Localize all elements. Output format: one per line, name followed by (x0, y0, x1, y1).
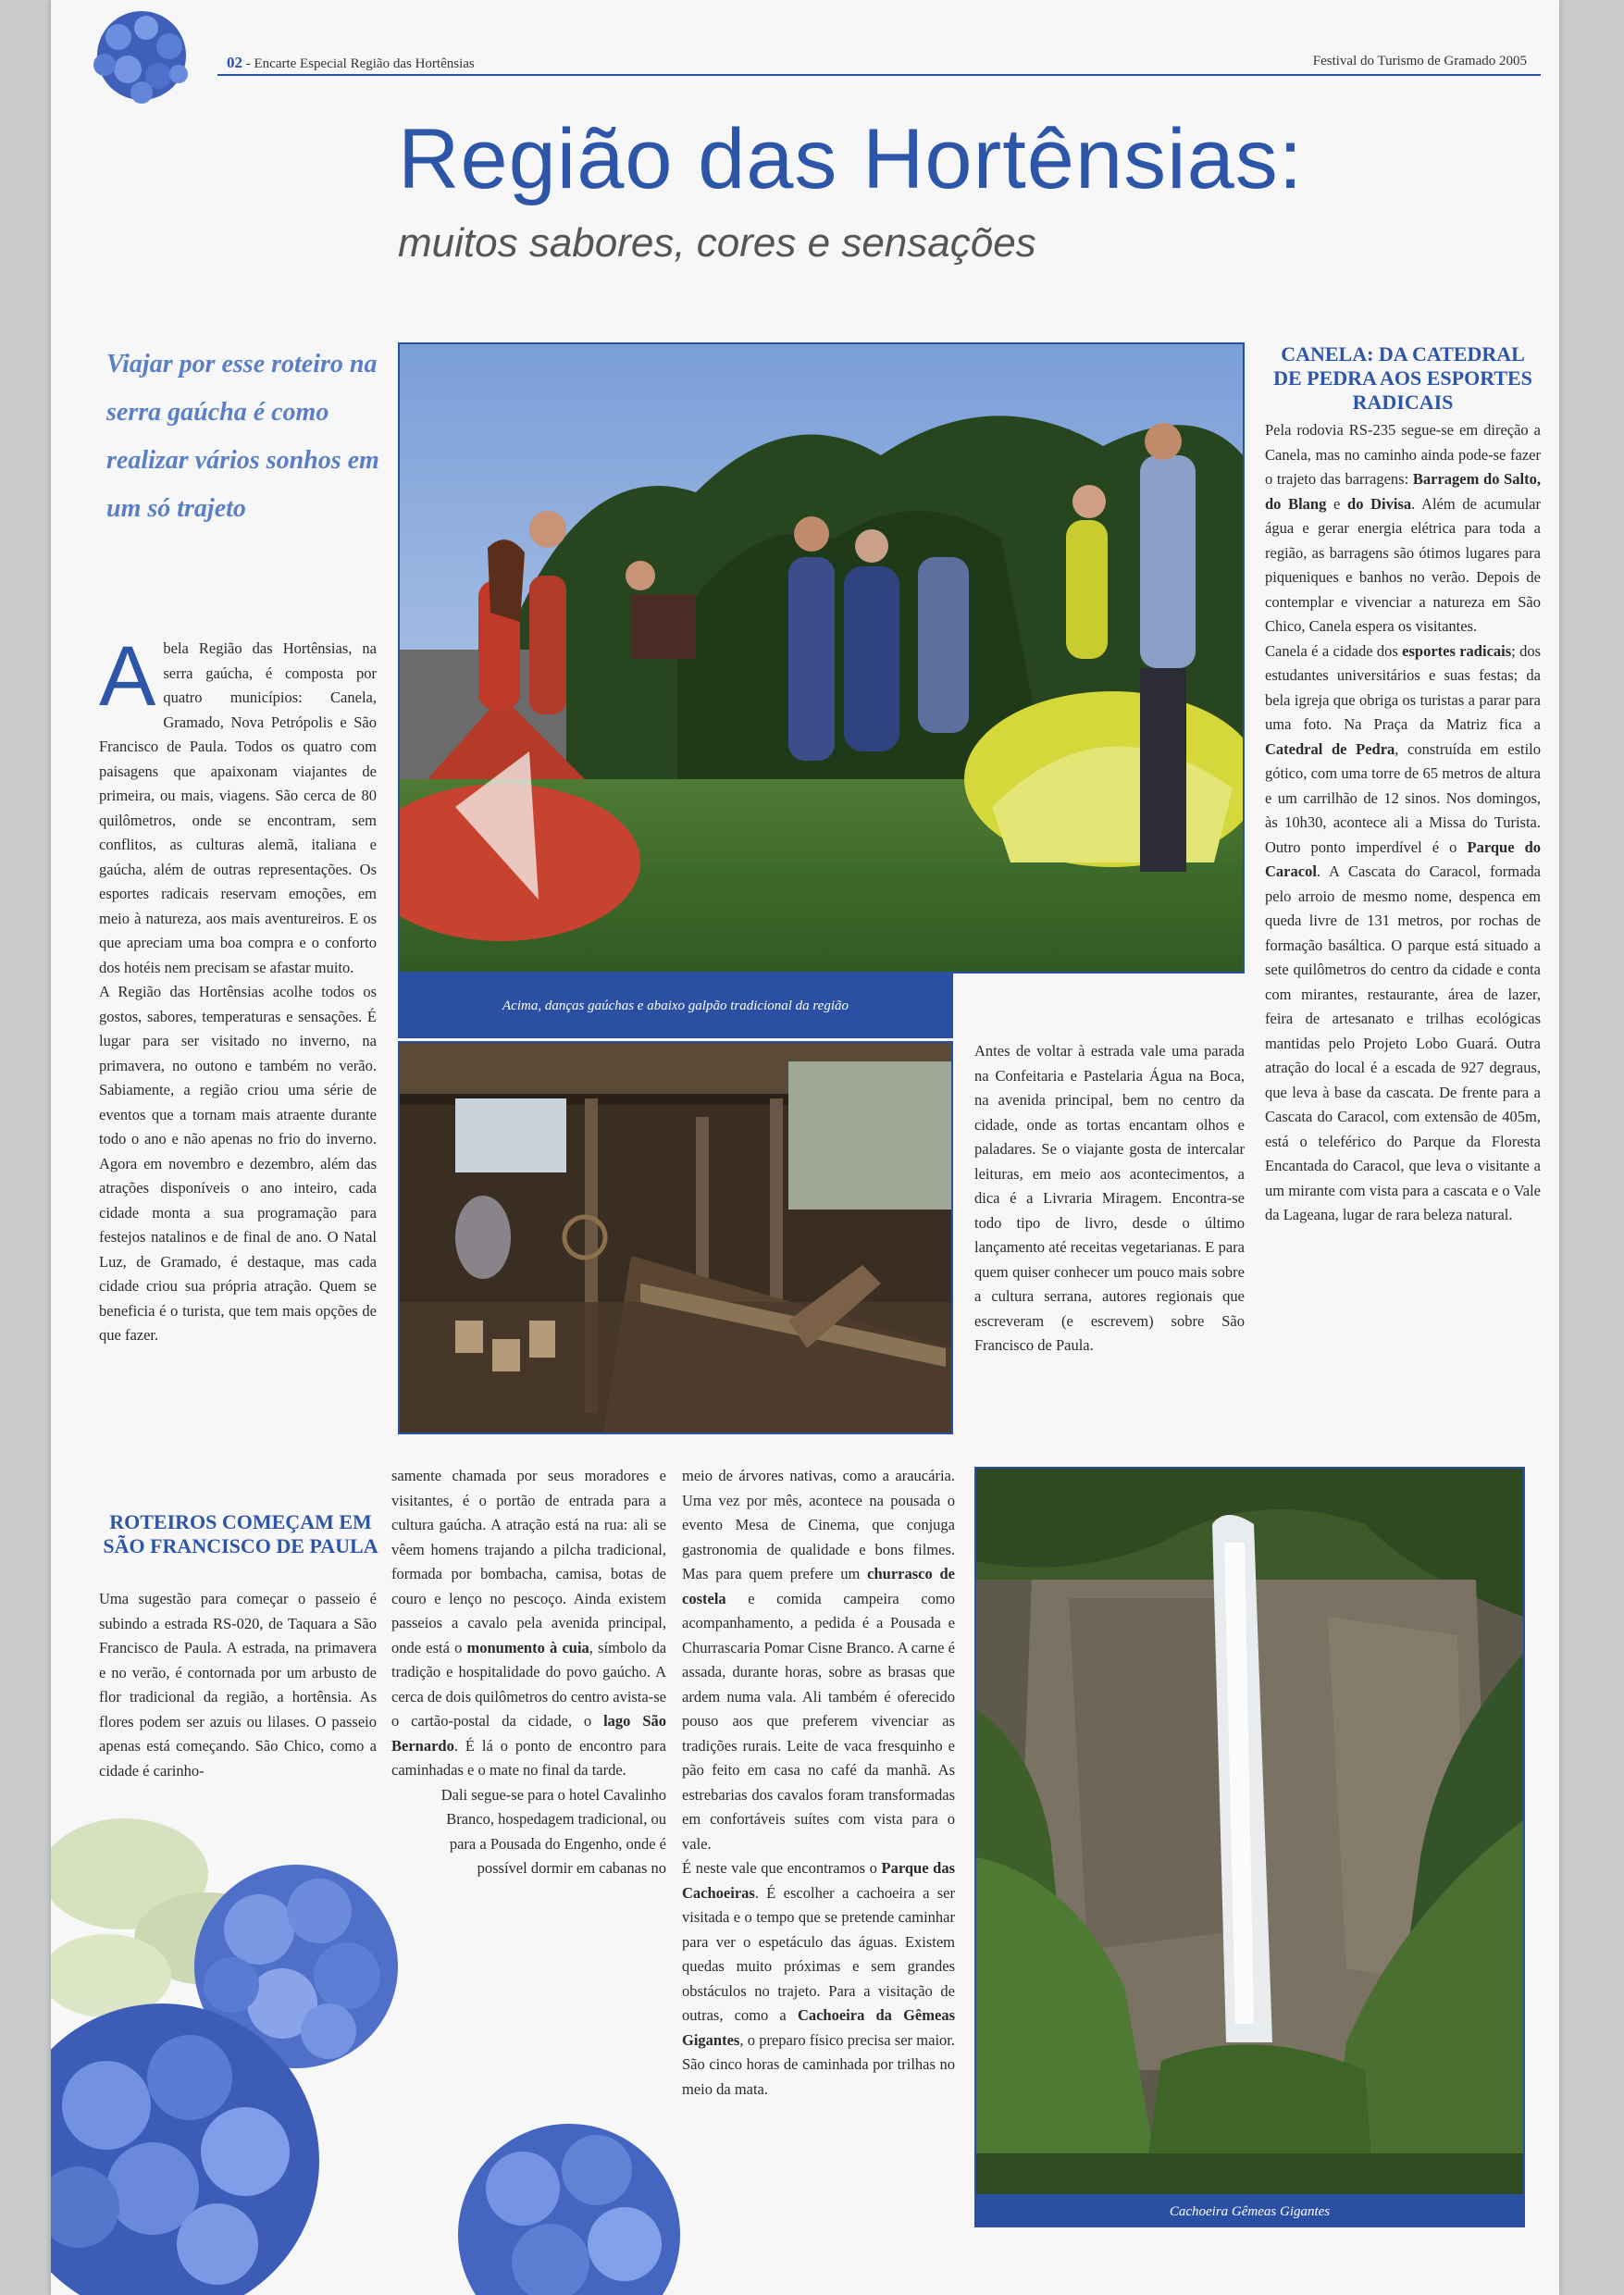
waterfall-photo (974, 1467, 1525, 2196)
dancers-photo (398, 342, 1245, 974)
cachoeira-gemeas-gigantes: Cachoeira da Gêmeas Gigantes (682, 2006, 955, 2049)
page-title: Região das Hortênsias: (398, 112, 1304, 206)
header-rule (217, 74, 1541, 76)
pullquote: Viajar por esse roteiro na serra gaúcha é como realizar vários sonhos em um só trajeto (106, 350, 379, 523)
col2-text: samente chamada por seus moradores e visitantes, é o portão de entrada para a cultura gaúcha. A atração está na rua: ali se vêem homens trajando a pilcha tradicional, formada por bombacha, camisa, botas de couro e lenço no pescoço. Ainda existem passeios a cavalo pela avenida principal, onde está o (391, 1467, 666, 1656)
barragem-do-divisa: do Divisa (1347, 494, 1412, 513)
header-left (227, 54, 475, 72)
intro-paragraph: bela Região das Hortênsias, na serra gaúcha, é composta por quatro municípios: Canela, Gramado, Nova Petrópolis e São Francisco de Paula. Todos os quatro com paisagens que apaixonam viajantes de primeira, ou mais, viagens. São cerca de 80 quilômetros, onde se encontram, sem conflitos, as culturas alemã, italiana e gaúcha, além de outras representações. Os esportes radicais reservam emoções, em meio à natureza, aos mais aventureiros. E os que apreciam uma boa compra e o conforto dos hotéis nem precisam se afastar muito. (99, 639, 377, 976)
photo-caption-top: Acima, danças gaúchas e abaixo galpão tradicional da região (398, 974, 953, 1038)
section-heading-canela: CANELA: DA CATEDRAL DE PEDRA AOS ESPORTES RADICAIS (1273, 342, 1532, 414)
page-number: 02 (227, 54, 242, 71)
section-sao-francisco-text (99, 1587, 377, 1783)
parque-das-cachoeiras: Parque das Cachoeiras (682, 1859, 955, 1902)
monumento-a-cuia: monumento à cuia (466, 1638, 589, 1656)
column-3 (682, 1464, 955, 2102)
canela-text: . Além de acumular água e gerar energia elétrica para toda a região, as barragens são ótimos lugares para piqueniques e banhos no verão. Depois de contemplar e vivenciar a natureza em São Chico, Canela espera os visitantes. (1265, 494, 1541, 635)
section-sao-francisco-paragraph: Uma sugestão para começar o passeio é subindo a estrada RS-020, de Taquara a São Francisco de Paula. A estrada, na primavera e no verão, é contornada por um arbusto de flor tradicional da região, a hortênsia. As flores podem ser azuis ou lilases. O passeio apenas está começando. São Chico, como a cidade é carinho- (99, 1590, 377, 1780)
col3-text: e comida campeira como acompanhamento, a pedida é a Pousada e Churrascaria Pomar Cisne Branco. A carne é assada, durante horas, sobre as brasas que ardem numa vala. Ali também é oferecido pouso aos que preferem vivenciar as tradições rurais. Leite de vaca fresquinho e pão feito em casa no café da manhã. As estrebarias dos cavalos foram transformadas em confortáveis suítes com vista para o vale. (682, 1589, 955, 1853)
col3-text: É neste vale que encontramos o (682, 1859, 877, 1877)
intro-paragraph-2: A Região das Hortênsias acolhe todos os gostos, sabores, temperaturas e sensações. É lugar para ser visitado no inverno, na primavera, no outono e também no verão. Sabiamente, a região criou uma série de eventos que a tornam mais atraente durante todo o ano e não apenas no frio do inverno. Agora em novembro e dezembro, além das atrações disponíveis o ano inteiro, cada cidade monta a sua programação para festejos natalinos e de final de ano. O Natal Luz, de Gramado, é destaque, mas cada cidade criou sua própria atração. Quem se beneficia é o turista, que tem mais opções de que fazer. (99, 983, 377, 1344)
magazine-page (51, 0, 1559, 2295)
confeitaria-column (974, 1039, 1245, 1358)
churrasco-de-costela: churrasco de costela (682, 1565, 955, 1607)
esportes-radicais: esportes radicais (1402, 641, 1512, 660)
col3-text: . É escolher a cachoeira a ser visitada e o tempo que se pretende caminhar para ver o espetáculo das águas. Existem quedas muito próximas e sem grandes obstáculos no trajeto. Para a visitação de outras, como a (682, 1883, 955, 2024)
canela-text: . A Cascata do Caracol, formada pelo arroio de mesmo nome, despenca em queda livre de 131 metros, por rochas de formação basáltica. O parque está situado a sete quilômetros do centro da cidade e conta com mirantes, restaurante, área de lazer, feira de artesanato e trilhas ecológicas mantidas pelo Projeto Lobo Guará. Outra atração do local é a escada de 927 degraus, que leva à base da cascata. De frente para a Cascata do Caracol, com extensão de 405m, está o teleférico do Parque da Floresta Encantada do Caracol, que leva o visitante a um mirante com vista para a cascata e o Vale da Lageana, lugar de rara beleza natural. (1265, 862, 1541, 1223)
header-right: Festival do Turismo de Gramado 2005 (1312, 54, 1527, 68)
lago-sao-bernardo: lago São Bernardo (391, 1712, 666, 1755)
canela-text: ; dos estudantes universitários e suas festas; da bela igreja que obriga os turistas a parar para uma foto. Na Praça da Matriz fica a (1265, 641, 1542, 733)
barn-photo (398, 1041, 953, 1434)
hydrangea-flowers-decoration (51, 1800, 717, 2295)
canela-text: , construída em estilo gótico, com uma torre de 65 metros de altura e um carrilhão de 12 sinos. Nos domingos, às 10h30, acontece ali a Missa do Turista. Outro ponto imperdível é o (1265, 739, 1541, 856)
canela-text: e (1333, 494, 1341, 513)
confeitaria-paragraph: Antes de voltar à estrada vale uma parada na Confeitaria e Pastelaria Água na Boca, na avenida principal, bem no centro da cidade, onde as tortas encantam olhos e paladares. Se o viajante gosta de intercalar leituras, em meio aos acontecimentos, a dica é a Livraria Miragem. Encontra-se todo tipo de livro, desde o último lançamento até receitas vegetarianas. E para quem quiser conhecer um pouco mais sobre a cultura serrana, autores regionais que escreveram (e escrevem) sobre São Francisco de Paula. (974, 1042, 1245, 1354)
dropcap: A (99, 629, 156, 724)
canela-column (1265, 418, 1541, 1228)
col3-text: meio de árvores nativas, como a araucária. Uma vez por mês, acontece na pousada o evento Mesa de Cinema, que conjuga gastronomia de qualidade e bons filmes. Mas para quem prefere um (682, 1467, 955, 1582)
col3-text: , o preparo físico precisa ser maior. São cinco horas de caminhada por trilhas no meio da mata. (682, 2030, 955, 2098)
canela-text: Canela é a cidade dos (1265, 641, 1398, 660)
col2-text-hotel: Dali segue-se para o hotel Cavalinho Branco, hospedagem tradicional, ou para a Pousada do Engenho, onde é possível dormir em cabanas no (440, 1785, 666, 1877)
parque-do-caracol: Parque do Caracol (1265, 837, 1542, 880)
intro-column (99, 629, 377, 1348)
col2-text: . É lá o ponto de encontro para caminhadas e o mate no final da tarde. (391, 1736, 666, 1779)
barragem-do-salto: Barragem do Salto, do Blang (1265, 470, 1542, 513)
col2-text: , símbolo da tradição e hospitalidade do povo gaúcho. A cerca de dois quilômetros do centro avista-se o cartão-postal da cidade, o (391, 1638, 667, 1730)
catedral-de-pedra: Catedral de Pedra (1265, 739, 1395, 758)
page-subtitle: muitos sabores, cores e sensações (398, 220, 1036, 266)
supplement-label: - Encarte Especial Região das Hortênsias (245, 56, 475, 71)
canela-text: Pela rodovia RS-235 segue-se em direção a Canela, mas no caminho ainda pode-se fazer o trajeto das barragens: (1265, 421, 1541, 488)
section-heading-sao-francisco: ROTEIROS COMEÇAM EM SÃO FRANCISCO DE PAULA (103, 1510, 378, 1557)
waterfall-caption: Cachoeira Gêmeas Gigantes (974, 2196, 1525, 2227)
hydrangea-ornament (77, 0, 206, 125)
